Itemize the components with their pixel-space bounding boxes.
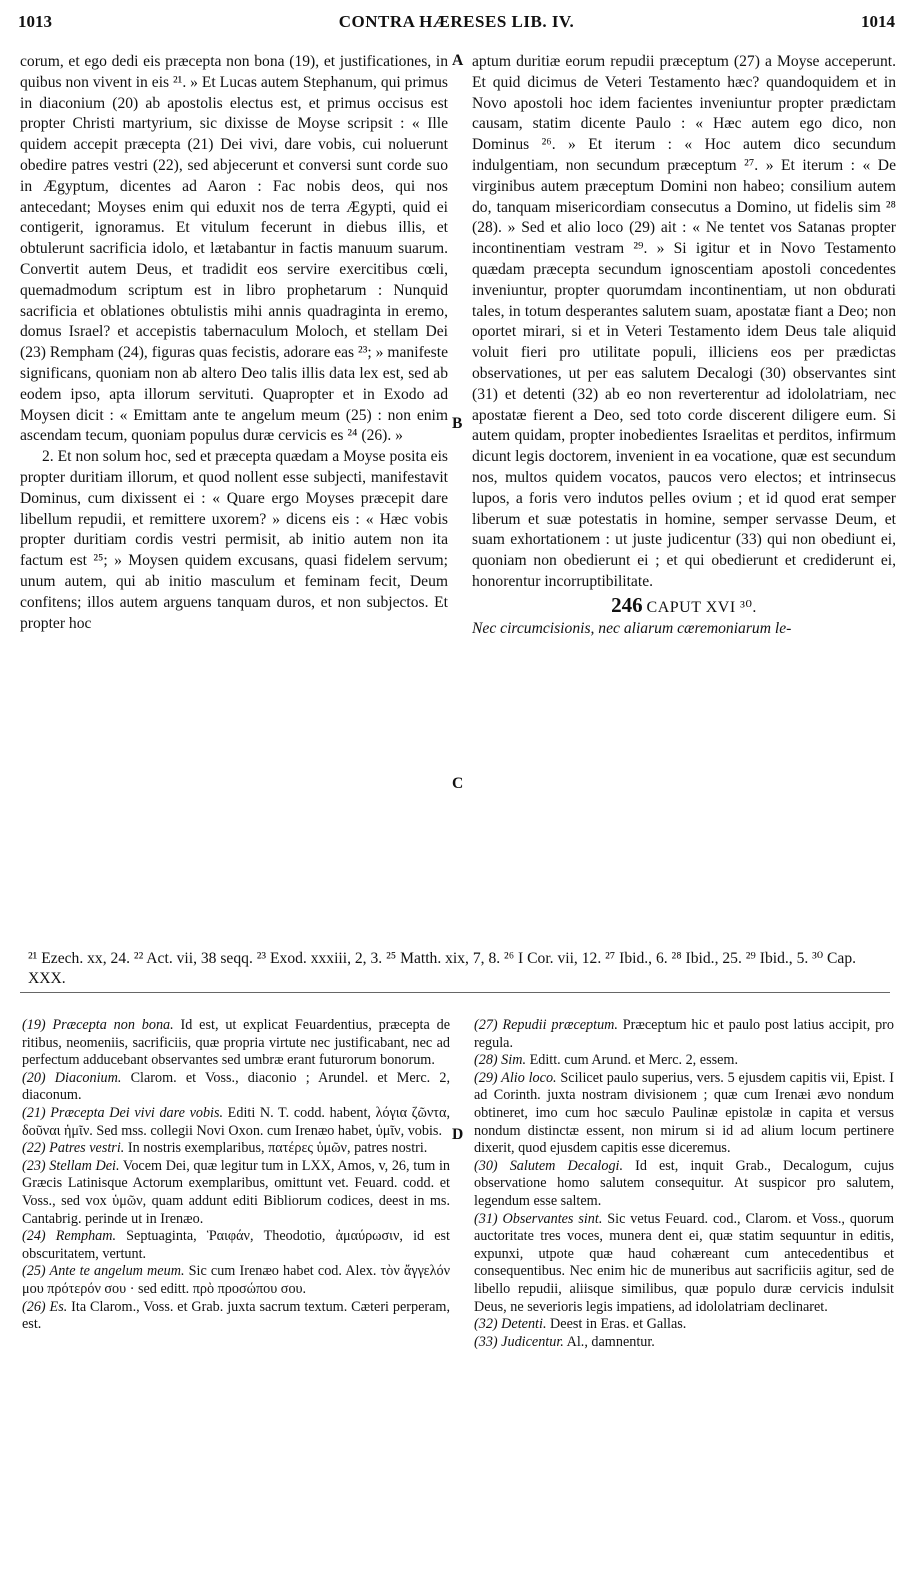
page-header (18, 6, 895, 36)
paragraph: corum, et ego dedi eis præcepta non bona (19), et justificationes, in quibus non vivent in eis ²¹. » Et Lucas autem Stephanum, qui primus in diaconium (20) ab apostolis electus est, et primus occisus est propter Christi martyrium, sic dixisse de Moyse scripsit : « Ille quidem accepit præcepta (21) Dei vivi, dare vobis, cui noluerunt obedire patres vestri (22), sed abjecerunt et conversi sunt corde suo in Ægyptum, dicentes ad Aaron : Fac nobis deos, qui nos antecedant; Moyses enim qui eduxit nos de terra Ægypti, quid ei contigerit, ignoramus. Et vitulum fecerunt in diebus illis, et obtulerunt sacrificia idolo, et lætabantur in factis manuum suarum. Convertit autem Deus, et tradidit eos servire exercitibus cœli, quemadmodum scriptum est in libro prophetarum : Nunquid sacrificia et oblationes obtulistis mihi annis quadraginta in eremo, domus Israel? et accepistis tabernaculum Moloch, et stellam Dei (23) Rempham (24), figuras quas fecistis, adorare eas ²³; » manifeste significans, quoniam non ab altero Deo talis illis data lex est, sed ab eodem ipso, apta illorum servituti. Quapropter et in Exodo ad Moysen dicit : « Emittam ante te angelum meum (25) : non enim ascendam tecum, quoniam populus duræ cervicis es ²⁴ (26). » (20, 53, 448, 445)
margin-letter-c: C (452, 775, 464, 792)
footnote (474, 1017, 894, 1052)
footnote (22, 1070, 450, 1105)
footnote-text: Al., damnentur. (563, 1333, 655, 1350)
footnote-lemma: (25) Ante te angelum meum. (22, 1263, 185, 1280)
footnote-lemma: (21) Præcepta Dei vivi dare vobis. (22, 1104, 224, 1121)
footnotes-left (22, 1017, 450, 1334)
footnote (22, 1263, 450, 1298)
footnote (22, 1140, 450, 1158)
page-number-right: 1014 (861, 12, 895, 31)
footnote (474, 1334, 894, 1352)
footnote-lemma: (31) Observantes sint. (474, 1210, 603, 1227)
margin-letter-a: A (452, 52, 464, 69)
footnote-text: Deest in Eras. et Gallas. (546, 1316, 687, 1333)
footnote (474, 1211, 894, 1317)
footnote (474, 1070, 894, 1158)
running-title: CONTRA HÆRESES LIB. IV. (338, 12, 575, 31)
footnote-lemma: (33) Judicentur. (474, 1333, 564, 1350)
footnote-lemma: (28) Sim. (474, 1052, 527, 1069)
footnote (474, 1316, 894, 1334)
scripture-references: ²¹ Ezech. xx, 24. ²² Act. vii, 38 seqq. ²³ Exod. xxxiii, 2, 3. ²⁵ Matth. xix, 7, 8. ²⁶ I Cor. vii, 12. ²⁷ Ibid., 6. ²⁸ Ibid., 25. ²⁹ Ibid., 5. ³⁰ Cap. XXX. (28, 950, 857, 987)
margin-letter-d: D (452, 1126, 464, 1143)
chapter-subtitle: Nec circumcisionis, nec aliarum cæremoniarum le- (472, 619, 792, 637)
footnote (22, 1228, 450, 1263)
footnote-lemma: (26) Es. (22, 1298, 68, 1315)
footnote-text: Editt. cum Arund. et Merc. 2, essem. (526, 1052, 738, 1069)
footnotes-right (474, 1017, 894, 1351)
footnote-text: Id est, inquit Grab., Decalogum, cujus observatione homo salutem consequitur. At suspicor pro salutem, legendum esse saltem. (474, 1157, 894, 1209)
footnote (474, 1158, 894, 1211)
footnote (474, 1052, 894, 1070)
footnote-text: Clarom. et Voss., diaconio ; Arundel. et Merc. 2, diaconum. (22, 1069, 451, 1104)
right-text-column (472, 52, 896, 639)
footnote-lemma: (30) Salutem Decalogi. (474, 1157, 624, 1174)
divider (20, 992, 890, 993)
footnote-text: Præceptum hic et paulo post latius accipit, pro regula. (474, 1017, 894, 1051)
footnote-lemma: (22) Patres vestri. (22, 1140, 125, 1157)
chapter-label: CAPUT XVI ³⁰. (646, 598, 757, 616)
footnote-text: Vocem Dei, quæ legitur tum in LXX, Amos, v, 26, tum in Græcis Latinisque Actorum exemplaribus, omittunt vet. Feuard. codd. et Voss., sed vox ὑμῶν, quam addunt editi Bibliorum codices, deest in ms. Cantabrig. perinde ut in Irenæo. (22, 1157, 450, 1227)
footnote (22, 1299, 450, 1334)
left-text-column (20, 52, 448, 634)
footnote-text: Id est, ut explicat Feuardentius, præcepta de ritibus, neomeniis, sacrificiis, quæ propria virtute nec justificabant, nec ad perfectum adducebant observantes sed umbræ erant futurorum bonorum. (22, 1017, 450, 1069)
paragraph: 2. Et non solum hoc, sed et præcepta quædam a Moyse posita eis propter duritiam illorum, et quod nollent esse subjecti, manifestavit Dominus, cum dixissent ei : « Quare ergo Moyses præcepit dare libellum repudii, et remittere uxorem? » dicens eis : « Hæc vobis propter duritiam cordis vestri permisit, ab initio autem non ita factum est ²⁵; » Moysen quidem excusans, quasi fidelem servum; unum autem, qui ab initio masculum et feminam fecit, Deum confitens; illos autem arguens tanquam duros, et non subjectos. Et propter hoc (20, 448, 448, 632)
footnote-lemma: (23) Stellam Dei. (22, 1157, 120, 1174)
footnote-text: Editi N. T. codd. habent, λόγια ζῶντα, δοῦναι ἡμῖν. Sed mss. collegii Novi Oxon. cum Irenæo habet, ὑμῖν, vobis. (22, 1104, 450, 1139)
margin-letter-b: B (452, 415, 463, 432)
footnote-text: Ita Clarom., Voss. et Grab. juxta sacrum textum. Cæteri perperam, est. (22, 1298, 450, 1333)
footnote-text: Sic cum Irenæo habet cod. Alex. τὸν ἄγγελόν μου πρότερόν σου · sed editt. πρὸ προσώπου σου. (22, 1263, 450, 1297)
footnote-lemma: (20) Diaconium. (22, 1069, 122, 1086)
footnote-lemma: (24) Rempham. (22, 1228, 117, 1245)
footnote-text: Septuaginta, Ῥαιφάν, Theodotio, ἀμαύρωσιν, id est obscuritatem, vertunt. (22, 1228, 450, 1262)
footnote (22, 1158, 450, 1228)
footnote-lemma: (32) Detenti. (474, 1316, 547, 1333)
footnote (22, 1017, 450, 1070)
footnote-text: Scilicet paulo superius, vers. 5 ejusdem capitis vii, Epist. I ad Corinth. juxta nostram divisionem ; quæ cum Irenæi ævo nondum obtineret, imo cum hoc sæculo Paulinæ epistolæ in capita et versus nondum distinctæ essent, non mirum si id ad alium locum pertinere dixerit, quod ejusdem capitis esse diceremus. (474, 1069, 894, 1157)
footnote (22, 1105, 450, 1140)
chapter-heading (472, 592, 896, 619)
footnote-lemma: (19) Præcepta non bona. (22, 1017, 174, 1033)
footnote-lemma: (27) Repudii præceptum. (474, 1017, 618, 1033)
footnote-text: In nostris exemplaribus, πατέρες ὑμῶν, patres nostri. (124, 1140, 428, 1157)
footnote-text: Sic vetus Feuard. cod., Clarom. et Voss., quorum auctoritate tres voces, munera dent ei, quæ statim sequuntur in editis, expunxi, utpote quæ haud cohæreant cum antecedentibus et consequentibus. Nec enim hic de muneribus aut sacrificiis agitur, sed de libello repudii, aliisque similibus, quæ populo duræ cervicis indulsit Deus, ne severioris legis impatiens, ad idololatriam declinaret. (474, 1210, 894, 1315)
paragraph: aptum duritiæ eorum repudii præceptum (27) a Moyse acceperunt. Et quid dicimus de Veteri Testamento hæc? quandoquidem et in Novo apostoli hoc idem facientes inveniuntur propter prædictam causam, statim dicente Paulo : « Hæc autem ego dico, non Dominus ²⁶. » Et iterum : « Hoc autem dico secundum indulgentiam, non secundum præceptum ²⁷. » Et iterum : « De virginibus autem præceptum Domini non habeo; consilium autem do, tanquam misericordiam consecutus a Domino, ut fidelis sim ²⁸ (28). » Sed et alio loco (29) ait : « Ne tentet vos Satanas propter incontinentiam vestram ²⁹. » Si igitur et in Novo Testamento quædam præcepta secundum ignoscentiam apostoli concedentes inveniuntur, propter quorumdam incontinentiam, ut non obdurati tales, in totum desperantes salutem suam, apostatæ fiant a Deo; non oportet mirari, si et in Veteri Testamento idem Deus tale aliquid voluit fieri pro utilitate populi, illiciens eos per prædictas observationes, ut per eas salutem Decalogi (30) observantes sint (31) et detenti (32) ab eo non reverterentur ad idololatriam, nec apostatæ fierent a Deo, sed toto corde discerent diligere eum. Si autem quidam, propter inobedientes Israelitas et perditos, infirmum dicunt legis doctorem, invenient in ea vocatione, quæ est secundum nos, multos quidem vocatos, paucos vero electos; et intrinsecus lupos, a foris vero indutos pelles ovium ; et id quod erat semper liberum et suæ potestatis in homine, semper servasse Deum, et suam exhortationem : ut juste judicentur (33) qui non obediunt ei, quoniam non obedierunt ei ; et qui obedierunt et crediderunt ei, honorentur incorruptibilitate. (472, 53, 896, 590)
chapter-marker-number: 246 (611, 592, 643, 617)
footnote-lemma: (29) Alio loco. (474, 1069, 557, 1086)
page-number-left: 1013 (18, 12, 52, 31)
